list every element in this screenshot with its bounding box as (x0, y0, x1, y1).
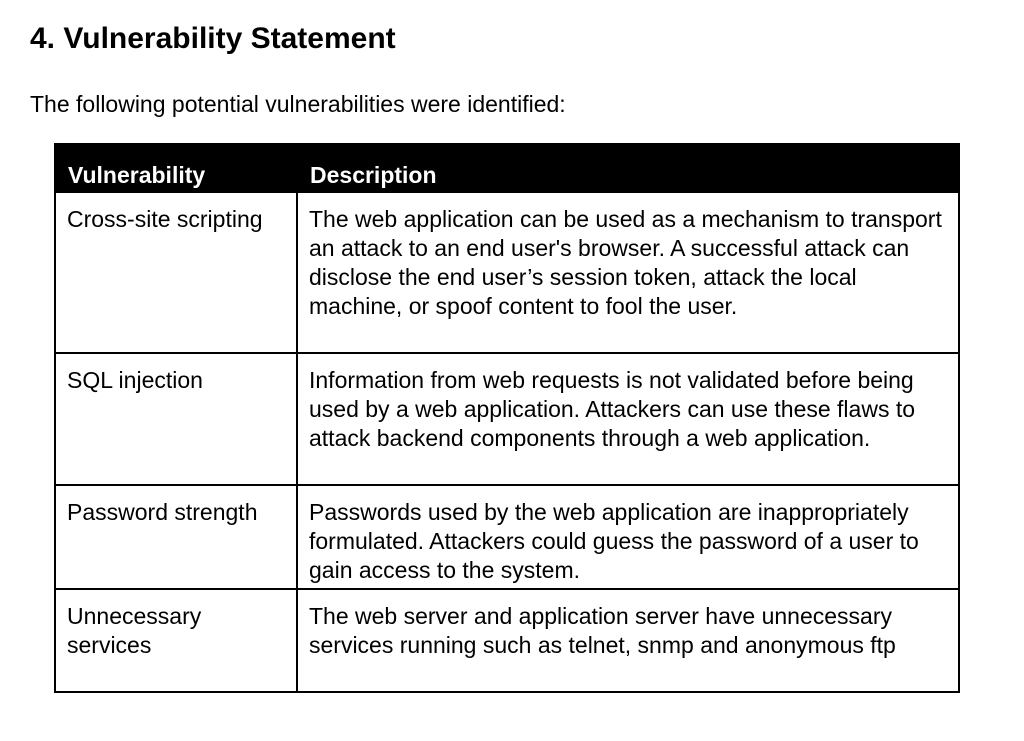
column-header-vulnerability: Vulnerability (55, 144, 297, 192)
table-row (55, 192, 959, 353)
table-body (55, 192, 959, 692)
table-row (55, 485, 959, 589)
vulnerability-cell: Password strength (55, 485, 297, 589)
table-row (55, 589, 959, 692)
description-cell: The web application can be used as a mechanism to transport an attack to an end user's browser. A successful attack can disclose the end user’s session token, attack the local machine, or spoof content to fool the user. (297, 192, 959, 353)
vulnerability-cell: Unnecessary services (55, 589, 297, 692)
table-row (55, 353, 959, 485)
description-cell: Passwords used by the web application are inappropriately formulated. Attackers could guess the password of a user to gain access to the system. (297, 485, 959, 589)
section-heading: 4. Vulnerability Statement (30, 22, 396, 55)
table-header (55, 144, 959, 192)
intro-paragraph: The following potential vulnerabilities were identified: (30, 91, 566, 117)
column-header-description: Description (297, 144, 959, 192)
vulnerability-cell: Cross-site scripting (55, 192, 297, 353)
description-cell: The web server and application server have unnecessary services running such as telnet, snmp and anonymous ftp (297, 589, 959, 692)
vulnerability-table (54, 143, 960, 693)
table-header-row (55, 144, 959, 192)
description-cell: Information from web requests is not validated before being used by a web application. Attackers can use these flaws to attack backend components through a web application. (297, 353, 959, 485)
vulnerability-cell: SQL injection (55, 353, 297, 485)
